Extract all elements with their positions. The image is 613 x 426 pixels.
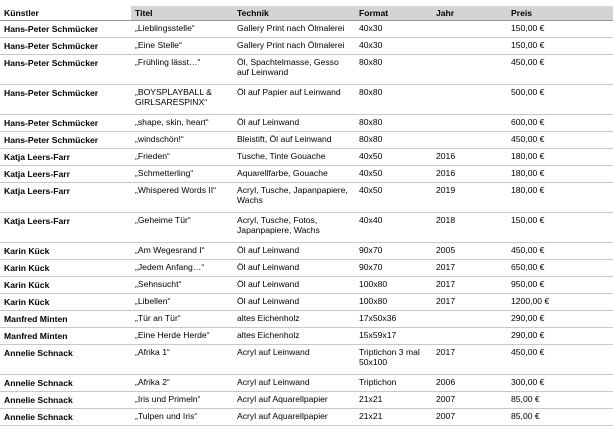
format-cell: 17x50x36 [355,311,432,328]
table-row [0,115,613,132]
header-technik: Technik [233,6,355,21]
title-cell: „Geheime Tür“ [131,213,233,243]
artist-cell: Karin Kück [0,260,131,277]
year-cell [432,38,507,55]
price-cell: 600,00 € [507,115,613,132]
title-cell: „Jedem Anfang…“ [131,260,233,277]
year-cell: 2007 [432,392,507,409]
title-cell: „Tür an Tür“ [131,311,233,328]
format-cell: 90x70 [355,243,432,260]
price-cell: 650,00 € [507,260,613,277]
price-cell: 450,00 € [507,132,613,149]
title-cell: „BOYSPLAYBALL & GIRLSARESPINX“ [131,85,233,115]
header-format: Format [355,6,432,21]
price-cell: 290,00 € [507,311,613,328]
table-row [0,213,613,243]
year-cell [432,132,507,149]
year-cell [432,311,507,328]
artist-cell: Katja Leers-Farr [0,183,131,213]
artist-cell: Katja Leers-Farr [0,213,131,243]
technique-cell: altes Eichenholz [233,328,355,345]
price-cell: 180,00 € [507,166,613,183]
header-jahr: Jahr [432,6,507,21]
technique-cell: Aquarellfarbe, Gouache [233,166,355,183]
format-cell: 40x50 [355,166,432,183]
table-row [0,277,613,294]
technique-cell: Öl auf Leinwand [233,243,355,260]
title-cell: „Schmetterling“ [131,166,233,183]
technique-cell: Öl auf Leinwand [233,294,355,311]
title-cell: „windschön!“ [131,132,233,149]
technique-cell: Öl auf Leinwand [233,277,355,294]
format-cell: 40x30 [355,38,432,55]
technique-cell: Gallery Print nach Ölmalerei [233,21,355,38]
year-cell [432,85,507,115]
table-row [0,260,613,277]
year-cell: 2007 [432,409,507,426]
year-cell [432,55,507,85]
artist-cell: Hans-Peter Schmücker [0,55,131,85]
artist-cell: Annelie Schnack [0,375,131,392]
format-cell: 100x80 [355,277,432,294]
year-cell: 2017 [432,260,507,277]
technique-cell: altes Eichenholz [233,311,355,328]
technique-cell: Acryl, Tusche, Japanpapiere, Wachs [233,183,355,213]
artist-cell: Karin Kück [0,277,131,294]
technique-cell: Öl auf Leinwand [233,260,355,277]
title-cell: „Libellen“ [131,294,233,311]
format-cell: 40x30 [355,21,432,38]
title-cell: „Lieblingsstelle“ [131,21,233,38]
price-cell: 180,00 € [507,183,613,213]
artist-cell: Karin Kück [0,243,131,260]
table-row [0,243,613,260]
title-cell: „Afrika 1“ [131,345,233,375]
artist-cell: Hans-Peter Schmücker [0,85,131,115]
header-titel: Titel [131,6,233,21]
price-cell: 450,00 € [507,345,613,375]
artwork-price-table [0,6,613,426]
artist-cell: Manfred Minten [0,328,131,345]
format-cell: 21x21 [355,392,432,409]
price-cell: 85,00 € [507,409,613,426]
year-cell: 2016 [432,149,507,166]
price-cell: 1200,00 € [507,294,613,311]
artist-cell: Karin Kück [0,294,131,311]
technique-cell: Acryl auf Aquarellpapier [233,392,355,409]
year-cell: 2017 [432,294,507,311]
year-cell: 2019 [432,183,507,213]
technique-cell: Öl auf Papier auf Leinwand [233,85,355,115]
technique-cell: Öl auf Leinwand [233,115,355,132]
table-row [0,38,613,55]
table-row [0,149,613,166]
artist-cell: Annelie Schnack [0,345,131,375]
title-cell: „Sehnsucht“ [131,277,233,294]
table-row [0,294,613,311]
technique-cell: Tusche, Tinte Gouache [233,149,355,166]
header-row [0,6,613,21]
price-cell: 180,00 € [507,149,613,166]
format-cell: 90x70 [355,260,432,277]
table-row [0,392,613,409]
artist-cell: Hans-Peter Schmücker [0,38,131,55]
price-cell: 500,00 € [507,85,613,115]
title-cell: „Eine Stelle“ [131,38,233,55]
table-row [0,345,613,375]
year-cell: 2016 [432,166,507,183]
table-row [0,132,613,149]
price-cell: 150,00 € [507,21,613,38]
format-cell: 21x21 [355,409,432,426]
format-cell: 40x50 [355,149,432,166]
year-cell: 2005 [432,243,507,260]
year-cell: 2017 [432,345,507,375]
artist-cell: Hans-Peter Schmücker [0,115,131,132]
artist-cell: Katja Leers-Farr [0,166,131,183]
title-cell: „Am Wegesrand I“ [131,243,233,260]
price-cell: 150,00 € [507,38,613,55]
price-cell: 450,00 € [507,55,613,85]
table-row [0,85,613,115]
table-row [0,55,613,85]
title-cell: „Tulpen und Iris“ [131,409,233,426]
format-cell: 80x80 [355,85,432,115]
year-cell: 2018 [432,213,507,243]
format-cell: 40x50 [355,183,432,213]
title-cell: „Eine Herde Herde“ [131,328,233,345]
format-cell: Triptichon [355,375,432,392]
technique-cell: Acryl auf Leinwand [233,375,355,392]
title-cell: „Frühling lässt…“ [131,55,233,85]
header-preis: Preis [507,6,613,21]
technique-cell: Bleistift, Öl auf Leinwand [233,132,355,149]
price-cell: 450,00 € [507,243,613,260]
table-row [0,21,613,38]
technique-cell: Acryl auf Aquarellpapier [233,409,355,426]
price-cell: 950,00 € [507,277,613,294]
title-cell: „shape, skin, heart“ [131,115,233,132]
format-cell: 40x40 [355,213,432,243]
artist-cell: Annelie Schnack [0,409,131,426]
title-cell: „Whispered Words II“ [131,183,233,213]
format-cell: 100x80 [355,294,432,311]
table-row [0,166,613,183]
technique-cell: Gallery Print nach Ölmalerei [233,38,355,55]
table-row [0,311,613,328]
technique-cell: Acryl auf Leinwand [233,345,355,375]
year-cell [432,115,507,132]
table-row [0,328,613,345]
format-cell: 80x80 [355,55,432,85]
header-kuenstler: Künstler [0,6,131,21]
title-cell: „Iris und Primeln“ [131,392,233,409]
year-cell [432,328,507,345]
title-cell: „Frieden“ [131,149,233,166]
format-cell: 80x80 [355,132,432,149]
artist-cell: Hans-Peter Schmücker [0,21,131,38]
price-cell: 150,00 € [507,213,613,243]
table-row [0,409,613,426]
price-cell: 85,00 € [507,392,613,409]
title-cell: „Afrika 2“ [131,375,233,392]
format-cell: 80x80 [355,115,432,132]
artist-cell: Annelie Schnack [0,392,131,409]
year-cell: 2017 [432,277,507,294]
table-row [0,183,613,213]
technique-cell: Acryl, Tusche, Fotos, Japanpapiere, Wachs [233,213,355,243]
price-cell: 300,00 € [507,375,613,392]
year-cell [432,21,507,38]
price-cell: 290,00 € [507,328,613,345]
artist-cell: Hans-Peter Schmücker [0,132,131,149]
artist-cell: Katja Leers-Farr [0,149,131,166]
table-body [0,21,613,426]
format-cell: Triptichon 3 mal 50x100 [355,345,432,375]
table-row [0,375,613,392]
year-cell: 2006 [432,375,507,392]
technique-cell: Öl, Spachtelmasse, Gesso auf Leinwand [233,55,355,85]
artist-cell: Manfred Minten [0,311,131,328]
format-cell: 15x59x17 [355,328,432,345]
